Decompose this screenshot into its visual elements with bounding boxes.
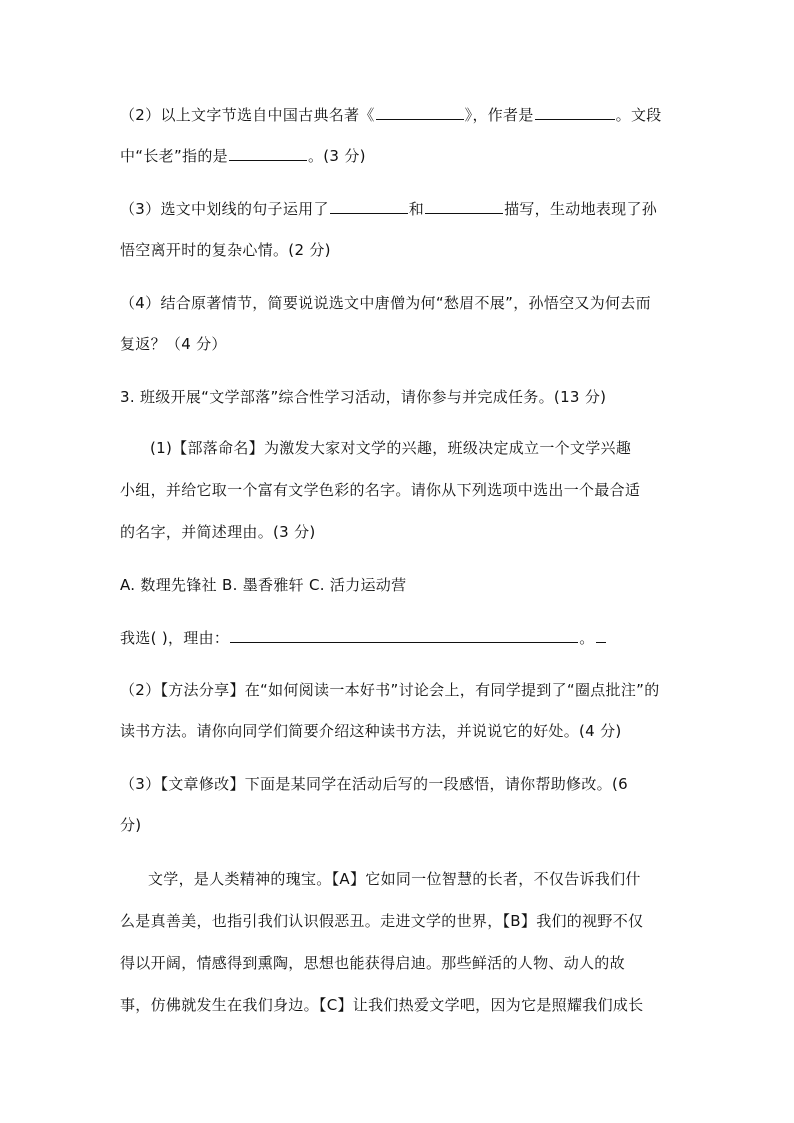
choice-end: 。 xyxy=(579,629,595,647)
question-text: （2）以上文字节选自中国古典名著《 xyxy=(120,106,375,124)
question-2-3-line-2: 悟空离开时的复杂心情。(2 分) xyxy=(120,241,331,259)
passage-line-2: 么是真善美，也指引我们认识假恶丑。走进文学的世界，【B】我们的视野不仅 xyxy=(120,912,644,930)
task-1-line-1: (1)【部落命名】为激发大家对文学的兴趣，班级决定成立一个文学兴趣 xyxy=(150,439,632,457)
task-1-line-2: 小组，并给它取一个富有文学色彩的名字。请你从下列选项中选出一个最合适 xyxy=(120,481,641,499)
task-2-line-2: 读书方法。请你向同学们简要介绍这种读书方法，并说说它的好处。(4 分) xyxy=(120,722,622,740)
question-2-2-line-1 xyxy=(120,105,662,125)
question-text: 》，作者是 xyxy=(464,106,534,124)
question-text: 和 xyxy=(408,200,425,218)
choice-prompt: 我选( )，理由： xyxy=(120,629,230,647)
answer-blank-description-2[interactable] xyxy=(425,199,503,214)
question-text: 描写，生动地表现了孙 xyxy=(504,200,658,218)
question-text: （3）选文中划线的句子运用了 xyxy=(120,200,329,218)
passage-line-3: 得以开阔，情感得到熏陶，思想也能获得启迪。那些鲜活的人物、动人的故 xyxy=(120,954,625,972)
reason-answer-blank[interactable] xyxy=(230,628,578,643)
task-3-line-2: 分) xyxy=(120,816,142,834)
answer-blank-elder[interactable] xyxy=(229,146,307,161)
question-text: 。(3 分) xyxy=(307,147,366,165)
question-2-4-line-1: （4）结合原著情节，简要说说选文中唐僧为何“愁眉不展”，孙悟空又为何去而 xyxy=(120,294,651,312)
question-2-2-line-2 xyxy=(120,146,366,166)
task-1-line-3: 的名字，并简述理由。(3 分) xyxy=(120,523,316,541)
question-text: 。文段 xyxy=(615,106,662,124)
answer-blank-description-1[interactable] xyxy=(330,199,408,214)
task-1-options: A. 数理先锋社 B. 墨香雅轩 C. 活力运动营 xyxy=(120,576,407,594)
question-2-3-line-1 xyxy=(120,199,657,219)
passage-line-4: 事，仿佛就发生在我们身边。【C】让我们热爱文学吧，因为它是照耀我们成长 xyxy=(120,996,644,1014)
passage-line-1: 文学，是人类精神的瑰宝。【A】它如同一位智慧的长者，不仅告诉我们什 xyxy=(148,870,641,888)
question-2-4-line-2: 复返？（4 分） xyxy=(120,335,227,353)
answer-blank-book-title[interactable] xyxy=(376,105,464,120)
reason-answer-blank-tail[interactable] xyxy=(596,628,606,643)
task-1-choice-line xyxy=(120,628,607,648)
task-3-line-1: （3）【文章修改】下面是某同学在活动后写的一段感悟，请你帮助修改。(6 xyxy=(120,775,628,793)
answer-blank-author[interactable] xyxy=(535,105,615,120)
task-2-line-1: （2）【方法分享】在“如何阅读一本好书”讨论会上，有同学提到了“圈点批注”的 xyxy=(120,681,660,699)
question-3-heading: 3. 班级开展“文学部落”综合性学习活动，请你参与并完成任务。(13 分) xyxy=(120,388,607,406)
question-text: 中“长老”指的是 xyxy=(120,147,228,165)
